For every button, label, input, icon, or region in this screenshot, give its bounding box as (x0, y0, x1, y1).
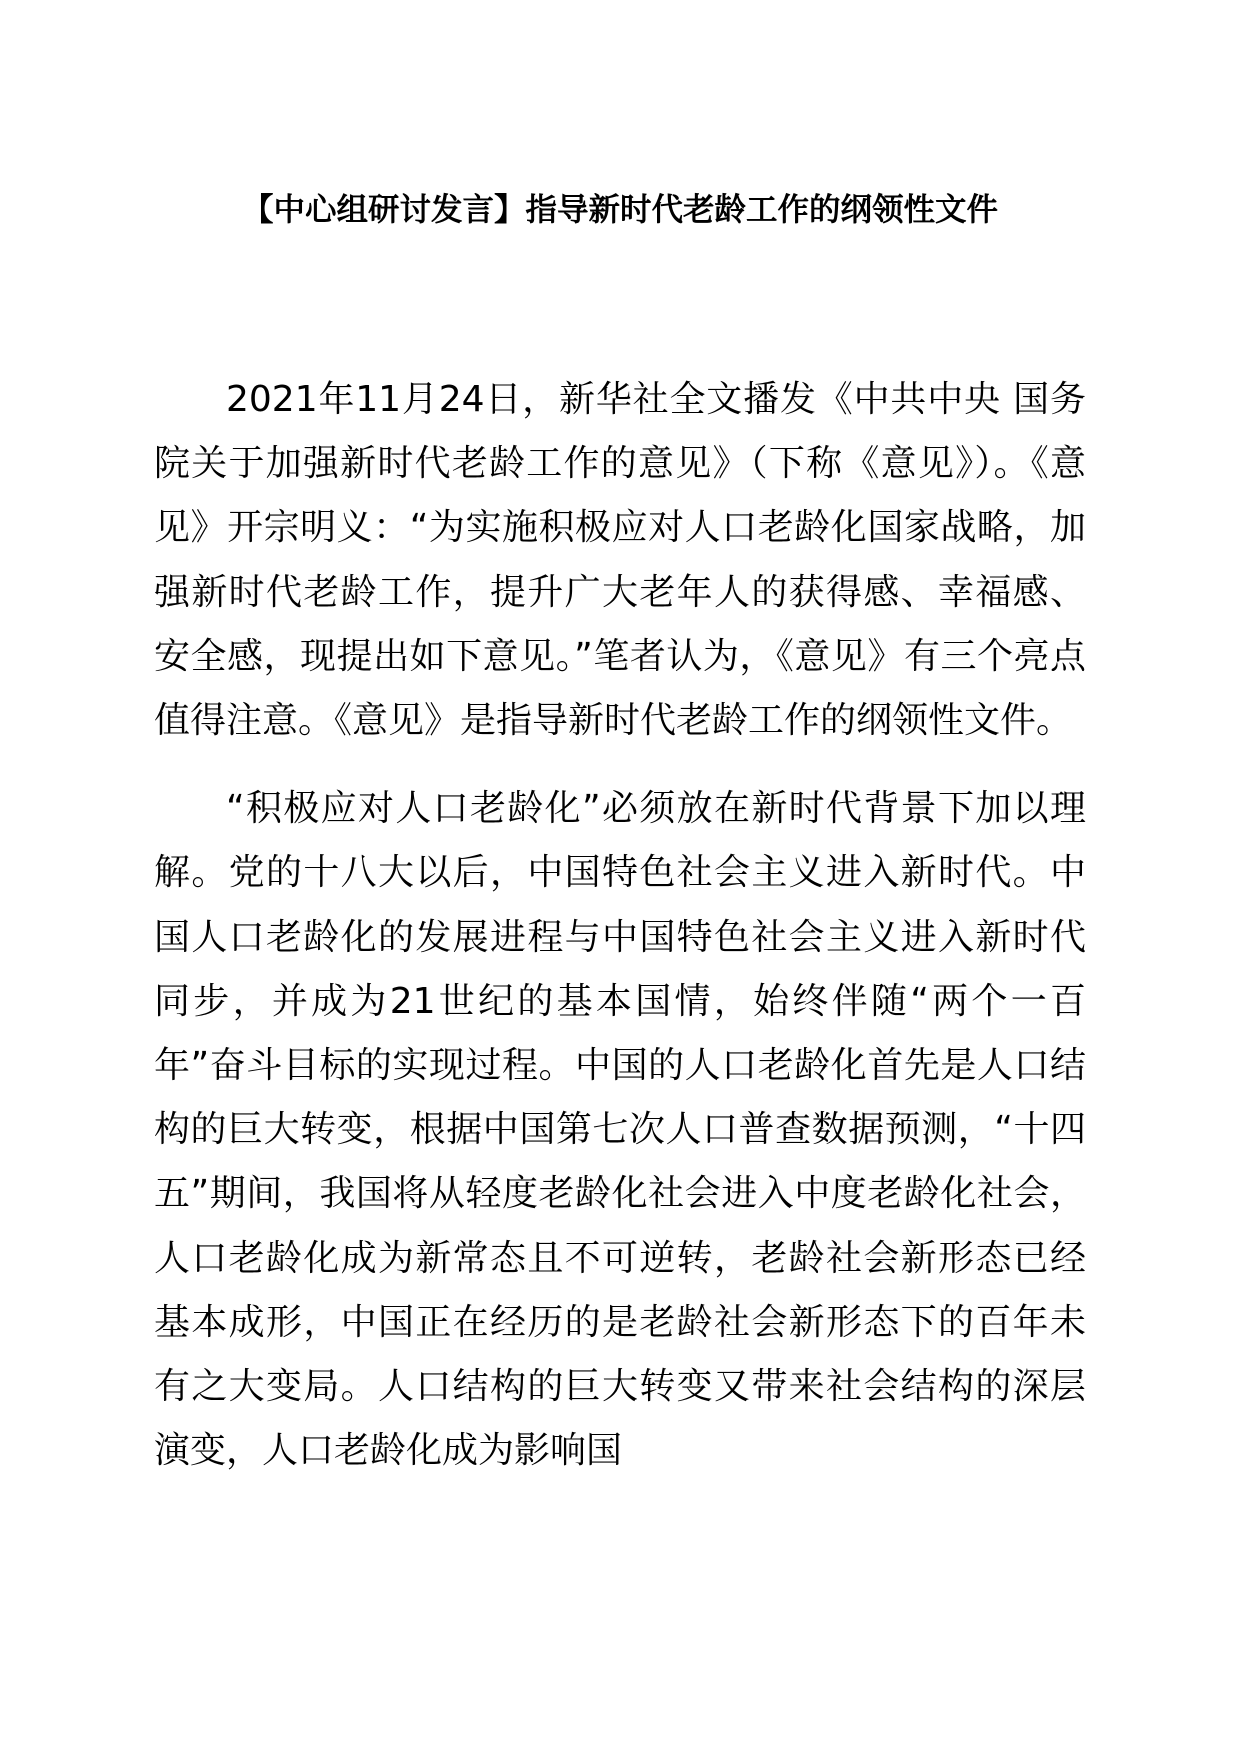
body-paragraph: 2021年11月24日，新华社全文播发《中共中央 国务院关于加强新时代老龄工作的意见》（下称《意见》）。《意见》开宗明义：“为实施积极应对人口老龄化国家战略，加强新时代老龄工作，提升广大老年人的获得感、幸福感、安全感，现提出如下意见。”笔者认为，《意见》有三个亮点值得注意。《意见》是指导新时代老龄工作的纲领性文件。 (154, 379, 1086, 742)
document-body (154, 368, 1086, 1507)
body-paragraph: “积极应对人口老龄化”必须放在新时代背景下加以理解。党的十八大以后，中国特色社会主义进入新时代。中国人口老龄化的发展进程与中国特色社会主义进入新时代同步，并成为21世纪的基本国情，始终伴随“两个一百年”奋斗目标的实现过程。中国的人口老龄化首先是人口结构的巨大转变，根据中国第七次人口普查数据预测，“十四五”期间，我国将从轻度老龄化社会进入中度老龄化社会，人口老龄化成为新常态且不可逆转，老龄社会新形态已经基本成形，中国正在经历的是老龄社会新形态下的百年未有之大变局。人口结构的巨大转变又带来社会结构的深层演变，人口老龄化成为影响国 (154, 788, 1086, 1472)
document-title: 【中心组研讨发言】指导新时代老龄工作的纲领性文件 (241, 192, 998, 228)
